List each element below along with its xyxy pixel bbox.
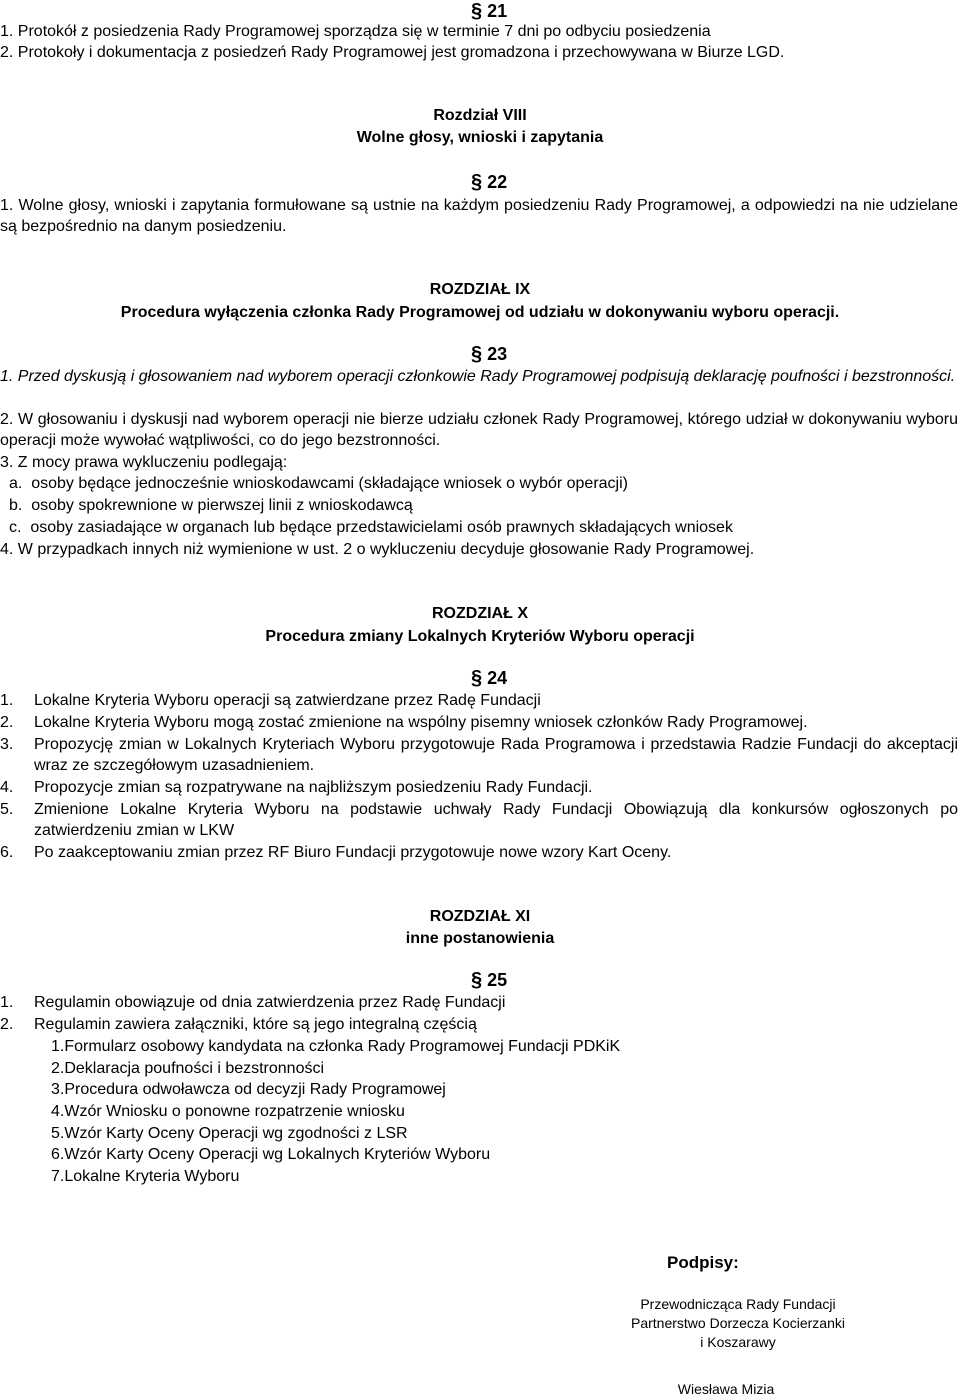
chapter-9-subtitle: Procedura wyłączenia członka Rady Programowej od udziału w dokonywaniu wyboru operacji. xyxy=(120,304,840,321)
item-number: 2. xyxy=(0,1016,14,1033)
chapter-10-title: ROZDZIAŁ X xyxy=(432,605,528,622)
section-sign: § xyxy=(471,0,483,22)
item-text: Po zaakceptowaniu zmian przez RF Biuro Fundacji przygotowuje nowe wzory Kart Oceny. xyxy=(34,844,672,861)
item-text: Propozycje zmian są rozpatrywane na najbliższym posiedzeniu Rady Fundacji. xyxy=(34,779,593,796)
p23-subitem-a xyxy=(9,473,628,494)
p22-item-1: 1. Wolne głosy, wnioski i zapytania formułowane są ustnie na każdym posiedzeniu Rady Programowej, a odpowiedzi na nie udzielane są bezpośrednio na danym posiedzeniu. xyxy=(0,197,958,235)
item-number: 3. xyxy=(0,736,14,753)
paragraph-21-heading xyxy=(471,0,507,23)
signature-line-3: i Koszarawy xyxy=(700,1334,776,1350)
p24-item-6 xyxy=(0,842,958,863)
p23-subitem-c xyxy=(9,517,733,538)
section-sign: § xyxy=(471,343,483,365)
item-text: Zmienione Lokalne Kryteria Wyboru na podstawie uchwały Rady Fundacji Obowiązują dla konkursów ogłoszonych po zatwierdzeniu zmian w LKW xyxy=(34,801,958,839)
item-text: Lokalne Kryteria Wyboru operacji są zatwierdzane przez Radę Fundacji xyxy=(34,692,541,709)
attachment-3: 3.Procedura odwoławcza od decyzji Rady Programowej xyxy=(51,1081,446,1098)
paragraph-25-heading xyxy=(471,969,507,992)
paragraph-24-heading xyxy=(471,667,507,690)
chapter-11-title: ROZDZIAŁ XI xyxy=(429,908,531,925)
item-text: Regulamin zawiera załączniki, które są jego integralną częścią xyxy=(34,1016,477,1033)
paragraph-number: 24 xyxy=(487,668,508,688)
section-sign: § xyxy=(471,667,483,689)
signature-line-1: Przewodnicząca Rady Fundacji xyxy=(640,1296,836,1312)
attachment-1: 1.Formularz osobowy kandydata na członka Rady Programowej Fundacji PDKiK xyxy=(51,1038,621,1055)
p25-item-2 xyxy=(0,1014,958,1035)
p23-item-1: 1. Przed dyskusją i głosowaniem nad wyborem operacji członkowie Rady Programowej podpisują deklarację poufności i bezstronności. xyxy=(0,368,956,385)
chapter-8-title: Rozdział VIII xyxy=(433,107,527,124)
p23-subitem-b xyxy=(9,495,413,516)
p24-item-3 xyxy=(0,734,958,776)
subitem-text: osoby będące jednocześnie wnioskodawcami (składające wniosek o wybór operacji) xyxy=(31,475,628,492)
attachment-5: 5.Wzór Karty Oceny Operacji wg zgodności z LSR xyxy=(51,1125,408,1142)
section-sign: § xyxy=(471,171,483,193)
paragraph-22-heading xyxy=(471,171,507,194)
p23-item-4: 4. W przypadkach innych niż wymienione w ust. 2 o wykluczeniu decyduje głosowanie Rady Programowej. xyxy=(0,541,755,558)
item-number: 1. xyxy=(0,994,14,1011)
attachment-4: 4.Wzór Wniosku o ponowne rozpatrzenie wniosku xyxy=(51,1103,405,1120)
p21-item-1: 1. Protokół z posiedzenia Rady Programowej sporządza się w terminie 7 dni po odbyciu posiedzenia xyxy=(0,23,711,40)
item-number: 6. xyxy=(0,844,14,861)
p24-item-5 xyxy=(0,799,958,841)
subitem-label: b. xyxy=(9,497,23,514)
chapter-10-subtitle: Procedura zmiany Lokalnych Kryteriów Wyboru operacji xyxy=(265,628,695,645)
item-number: 5. xyxy=(0,801,14,818)
item-number: 4. xyxy=(0,779,14,796)
attachment-2: 2.Deklaracja poufności i bezstronności xyxy=(51,1060,325,1077)
subitem-text: osoby spokrewnione w pierwszej linii z wnioskodawcą xyxy=(31,497,413,514)
p24-item-2 xyxy=(0,712,958,733)
paragraph-number: 22 xyxy=(487,172,508,192)
p25-item-1 xyxy=(0,992,958,1013)
item-text: Lokalne Kryteria Wyboru mogą zostać zmienione na wspólny pisemny wniosek członków Rady Programowej. xyxy=(34,714,808,731)
p24-item-4 xyxy=(0,777,958,798)
subitem-label: c. xyxy=(9,519,22,536)
chapter-9-title: ROZDZIAŁ IX xyxy=(429,281,531,298)
paragraph-number: 25 xyxy=(487,970,508,990)
paragraph-23-heading xyxy=(471,343,507,366)
subitem-text: osoby zasiadające w organach lub będące przedstawicielami osób prawnych składających wniosek xyxy=(30,519,733,536)
signature-line-2: Partnerstwo Dorzecza Kocierzanki xyxy=(631,1315,845,1331)
signatures-heading: Podpisy: xyxy=(667,1253,739,1272)
chapter-11-subtitle: inne postanowienia xyxy=(405,930,555,947)
attachment-6: 6.Wzór Karty Oceny Operacji wg Lokalnych Kryteriów Wyboru xyxy=(51,1146,491,1163)
p23-item-3: 3. Z mocy prawa wykluczeniu podlegają: xyxy=(0,454,288,471)
attachment-7: 7.Lokalne Kryteria Wyboru xyxy=(51,1168,240,1185)
p24-item-1 xyxy=(0,690,958,711)
chapter-8-subtitle: Wolne głosy, wnioski i zapytania xyxy=(356,129,604,146)
p21-item-2: 2. Protokoły i dokumentacja z posiedzeń Rady Programowej jest gromadzona i przechowywana w Biurze LGD. xyxy=(0,44,785,61)
signatory-name: Wiesława Mizia xyxy=(677,1381,775,1397)
item-text: Propozycję zmian w Lokalnych Kryteriach Wyboru przygotowuje Rada Programowa i przedstawia Radzie Fundacji do akceptacji wraz ze szczegółowym uzasadnieniem. xyxy=(34,736,958,774)
paragraph-number: 23 xyxy=(487,344,508,364)
item-text: Regulamin obowiązuje od dnia zatwierdzenia przez Radę Fundacji xyxy=(34,994,506,1011)
item-number: 1. xyxy=(0,692,14,709)
subitem-label: a. xyxy=(9,475,23,492)
signature-block xyxy=(560,1295,916,1352)
p23-item-2: 2. W głosowaniu i dyskusji nad wyborem operacji nie bierze udziału członek Rady Programowej, którego udział w dokonywaniu wyboru operacji może wywołać wątpliwości, co do jego bezstronności. xyxy=(0,411,958,449)
paragraph-number: 21 xyxy=(487,1,508,21)
item-number: 2. xyxy=(0,714,14,731)
section-sign: § xyxy=(471,969,483,991)
